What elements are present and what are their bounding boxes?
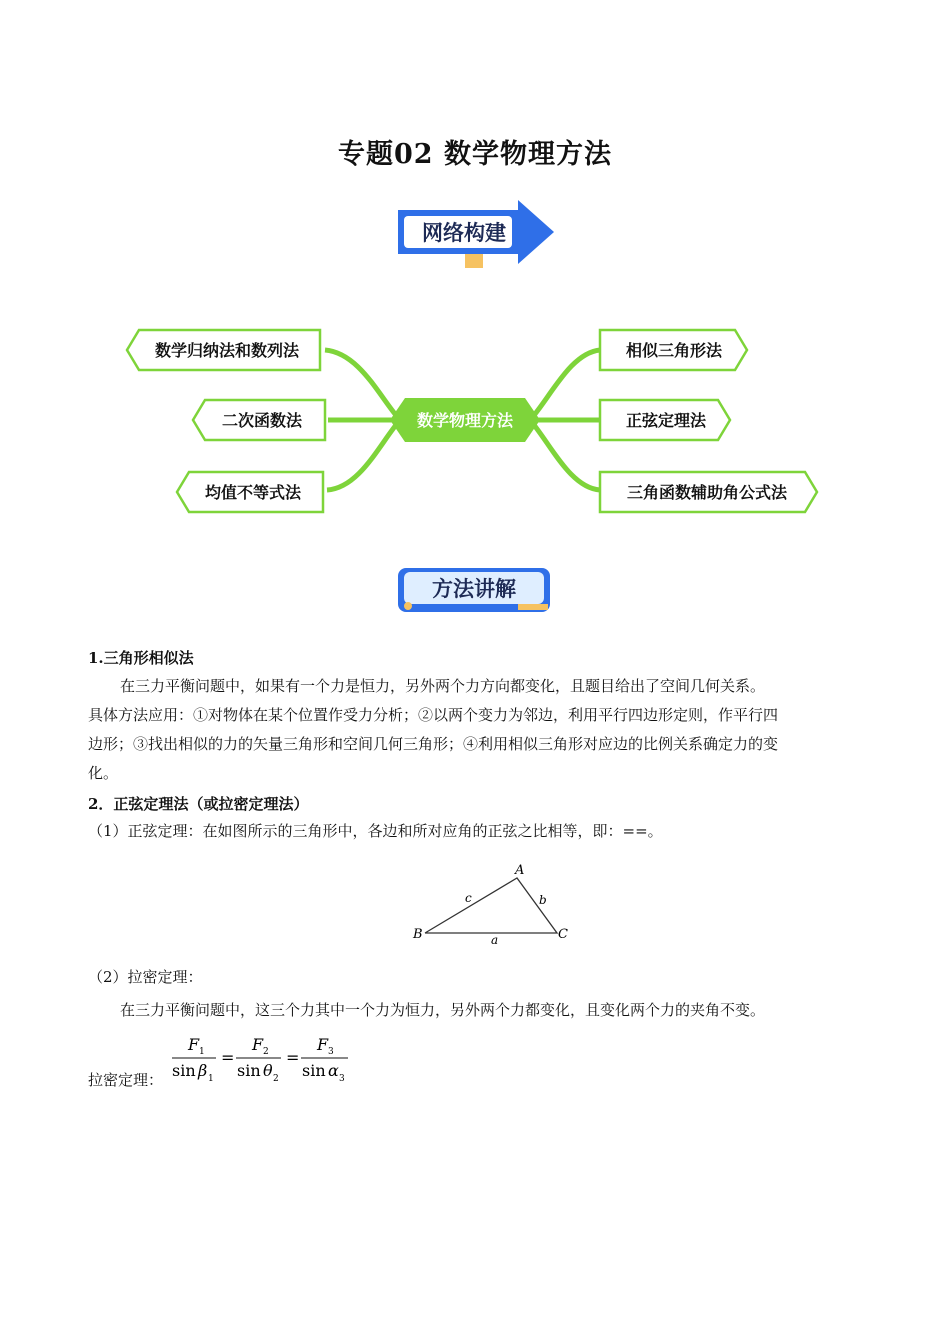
denominator-2-greek: θ (263, 1061, 273, 1080)
numerator-1: F (188, 1035, 200, 1054)
branch-line (325, 350, 400, 420)
equals-2: = (286, 1048, 300, 1067)
denominator-1: sin (172, 1061, 196, 1080)
denominator-1-sub: 1 (208, 1074, 214, 1084)
banner-label: 方法讲解 (432, 577, 516, 601)
side-a: a (491, 933, 499, 947)
sine-law-text: （1）正弦定理：在如图所示的三角形中，各边和所对应角的正弦之比相等，即：==。 (88, 822, 663, 840)
lami-para: 在三力平衡问题中，这三个力其中一个力为恒力，另外两个力都变化，且变化两个力的夹角不变。 (120, 1001, 766, 1019)
section1-para1: 在三力平衡问题中，如果有一个力是恒力，另外两个力方向都变化，且题目给出了空间几何关系。 (120, 677, 766, 695)
branch-line (530, 350, 600, 420)
banner-tab (465, 252, 483, 268)
numerator-1-sub: 1 (199, 1047, 205, 1057)
side-c: c (465, 891, 472, 905)
section1-heading: 1.三角形相似法 (88, 649, 194, 667)
section1-para2-line1: 具体方法应用：①对物体在某个位置作受力分析；②以两个变力为邻边，利用平行四边形定则，作平行四 (88, 706, 779, 724)
node-right-2-label: 正弦定理法 (625, 411, 707, 430)
side-b: b (539, 893, 547, 907)
section1-para2-line3: 化。 (88, 764, 119, 782)
node-right-1-label: 相似三角形法 (625, 341, 723, 360)
vertex-C: C (558, 927, 568, 942)
lami-formula (168, 1030, 358, 1090)
node-left-1-label: 数学归纳法和数列法 (154, 341, 300, 360)
node-left-2-label: 二次函数法 (221, 411, 303, 430)
denominator-3: sin (302, 1061, 326, 1080)
banner-accent (518, 604, 548, 610)
denominator-2-sub: 2 (273, 1074, 279, 1084)
denominator-3-sub: 3 (339, 1074, 345, 1084)
numerator-3: F (317, 1035, 329, 1054)
denominator-1-greek: β (198, 1061, 208, 1080)
denominator-2: sin (237, 1061, 261, 1080)
equals-1: = (221, 1048, 235, 1067)
lami-item: （2）拉密定理： (88, 968, 203, 986)
banner-dot (404, 602, 412, 610)
node-left-3-label: 均值不等式法 (204, 483, 302, 502)
triangle-figure (405, 858, 580, 950)
center-node-label: 数学物理方法 (416, 411, 514, 430)
branch-line (530, 420, 600, 490)
page-title: 专题02 数学物理方法 (338, 139, 612, 170)
numerator-3-sub: 3 (328, 1047, 334, 1057)
numerator-2-sub: 2 (263, 1047, 269, 1057)
section2-heading: 2．正弦定理法（或拉密定理法） (88, 795, 309, 813)
denominator-3-greek: α (328, 1061, 339, 1080)
mindmap (115, 318, 835, 528)
node-right-3-label: 三角函数辅助角公式法 (626, 483, 788, 502)
section1-para2-line2: 边形；③找出相似的力的矢量三角形和空间几何三角形；④利用相似三角形对应边的比例关系确定力的变 (88, 735, 779, 753)
network-build-banner (390, 196, 560, 274)
numerator-2: F (252, 1035, 264, 1054)
lami-label: 拉密定理： (88, 1071, 164, 1089)
triangle-shape (425, 878, 557, 933)
vertex-B: B (413, 927, 423, 942)
branch-line (327, 420, 400, 490)
vertex-A: A (515, 863, 525, 878)
method-banner (392, 562, 558, 618)
banner-label: 网络构建 (422, 221, 506, 245)
